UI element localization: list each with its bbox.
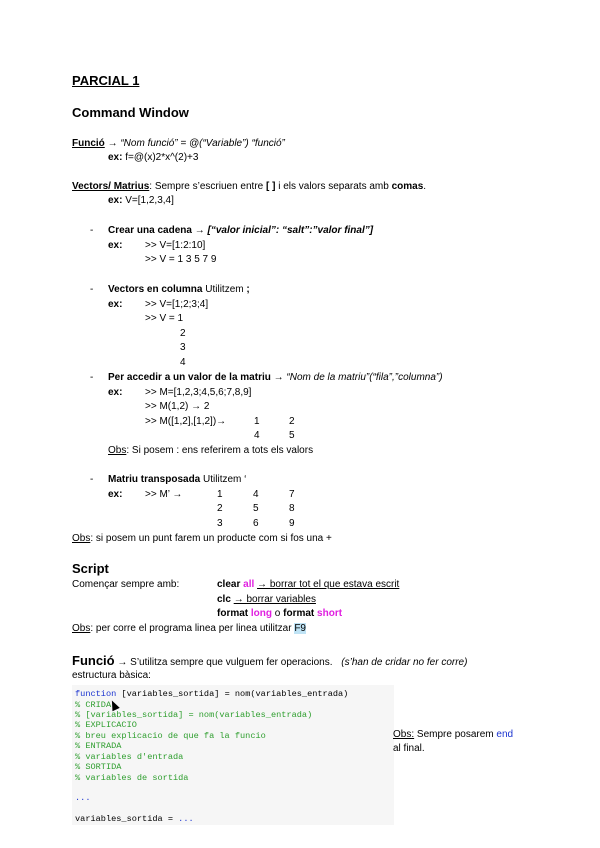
bullet-dash: - <box>90 372 94 383</box>
ex-label: ex: <box>108 240 123 251</box>
funcio-syntax: “Nom funció” = @(“Variable”) “funció” <box>120 138 285 149</box>
code-ellipsis: ... <box>75 793 91 803</box>
accedir-label: Per accedir a un valor de la matriu <box>108 372 271 383</box>
cadena-line2: >> V = 1 3 5 7 9 <box>145 254 217 265</box>
matrix-cell: 7 <box>289 489 295 500</box>
accedir-definition <box>108 372 443 384</box>
obs-text: : per corre el programa linea per linea utilitzar <box>90 623 295 634</box>
clc-command: clc <box>217 594 231 605</box>
format-command: format <box>217 608 249 619</box>
transposada-label: Matriu transposada <box>108 474 201 485</box>
page-title: PARCIAL 1 <box>72 73 140 88</box>
clc-description: → borrar variables <box>233 594 316 605</box>
end-obs-continued: al final. <box>393 743 425 754</box>
obs-label: Obs <box>108 445 127 456</box>
funcio-arrow: → <box>117 657 128 668</box>
funcio-definition <box>72 138 285 150</box>
accedir-line1: >> M=[1,2,3;4,5,6;7,8,9] <box>145 387 252 398</box>
obs-label: Obs <box>72 623 91 634</box>
columna-text: Utilitzem <box>202 284 247 295</box>
code-comment: % CRIDA <box>75 700 112 710</box>
accedir-line3: >> M([1,2],[1,2])→ <box>145 416 227 427</box>
code-line <box>75 814 194 824</box>
columna-symbol: ; <box>246 284 250 295</box>
script-heading: Script <box>72 561 109 576</box>
accedir-obs <box>108 445 313 457</box>
matrix-cell: 4 <box>253 489 259 500</box>
columna-value: 4 <box>180 357 186 368</box>
code-ellipsis: ... <box>178 814 194 824</box>
ex-label: ex: <box>108 195 123 206</box>
matrix-cell: 2 <box>217 503 223 514</box>
format-command: format <box>283 608 315 619</box>
matrix-cell: 4 <box>254 430 260 441</box>
funcio-section-line <box>72 653 467 668</box>
estructura-label: estructura bàsica: <box>72 670 151 681</box>
funcio-note: (s’han de cridar no fer corre) <box>341 657 468 668</box>
vectors-definition <box>72 181 426 193</box>
columna-value: 3 <box>180 342 186 353</box>
ex-label: ex: <box>108 299 123 310</box>
end-obs <box>393 729 513 741</box>
transposada-text: Utilitzem ‘ <box>200 474 247 485</box>
funcio-example <box>108 152 198 164</box>
funcio-heading: Funció <box>72 653 115 668</box>
all-keyword: all <box>243 579 255 590</box>
vectors-label: Vectors/ Matrius <box>72 181 150 192</box>
matrix-cell: 8 <box>289 503 295 514</box>
matrix-cell: 5 <box>253 503 259 514</box>
columna-line2: >> V = 1 <box>145 313 184 324</box>
vectors-text-b: i els valors separats amb <box>275 181 392 192</box>
matrix-cell: 1 <box>217 489 223 500</box>
columna-value: 2 <box>180 328 186 339</box>
ex-label: ex: <box>108 387 123 398</box>
code-text: [variables_sortida] = nom(variables_entrada) <box>116 689 349 699</box>
command-window-heading: Command Window <box>72 105 189 120</box>
bullet-dash: - <box>90 284 94 295</box>
clear-description: → borrar tot el que estava escrit <box>257 579 400 590</box>
code-comment: % EXPLICACIO <box>75 720 137 730</box>
transposada-line1: >> M’ → <box>145 489 183 500</box>
funcio-arrow: → <box>107 138 118 149</box>
funcio-description: S’utilitza sempre que vulguem fer operacions. <box>127 657 333 668</box>
matrix-cell: 3 <box>217 518 223 529</box>
matrix-cell: 6 <box>253 518 259 529</box>
end-keyword: end <box>496 729 514 740</box>
clear-command: clear <box>217 579 241 590</box>
matrix-cell: 1 <box>254 416 260 427</box>
code-comment: % breu explicacio de que fa la funcio <box>75 731 266 741</box>
columna-definition <box>108 284 250 296</box>
accedir-syntax: → “Nom de la matriu”(“fila”,”columna”) <box>270 372 443 383</box>
or-text: o <box>272 608 284 619</box>
short-keyword: short <box>317 608 343 619</box>
funcio-label: Funció <box>72 138 105 149</box>
cadena-definition <box>108 225 373 237</box>
code-comment: % ENTRADA <box>75 741 122 751</box>
long-keyword: long <box>250 608 273 619</box>
script-obs <box>72 623 306 635</box>
obs-label: Obs <box>72 533 91 544</box>
clc-line <box>217 594 316 606</box>
columna-label: Vectors en columna <box>108 284 203 295</box>
code-comment: % variables d'entrada <box>75 752 184 762</box>
product-obs <box>72 533 332 545</box>
vectors-text: : Sempre s’escriuen entre <box>149 181 266 192</box>
vectors-comas: comas <box>391 181 424 192</box>
f9-key: F9 <box>294 623 306 634</box>
matrix-cell: 9 <box>289 518 295 529</box>
matrix-cell: 5 <box>289 430 295 441</box>
cadena-label: Crear una cadena <box>108 225 192 236</box>
vectors-example-value: V=[1,2,3,4] <box>125 195 174 206</box>
ex-label: ex: <box>108 152 123 163</box>
ex-label: ex: <box>108 489 123 500</box>
cadena-syntax: → [“valor inicial”: “salt”:”valor final”] <box>194 225 374 236</box>
obs-text: : si posem un punt farem un producte com si fos una + <box>90 533 332 544</box>
code-line <box>75 689 348 699</box>
code-text: variables_sortida = <box>75 814 179 824</box>
code-comment: % variables de sortida <box>75 773 189 783</box>
code-comment: % [variables_sortida] = nom(variables_entrada) <box>75 710 313 720</box>
vectors-brackets: [ ] <box>265 181 276 192</box>
cadena-line1: >> V=[1:2:10] <box>145 240 206 251</box>
accedir-line2: >> M(1,2) → 2 <box>145 401 210 412</box>
funcio-example-value: f=@(x)2*x^(2)+3 <box>125 152 199 163</box>
vectors-period: . <box>423 181 427 192</box>
clear-line <box>217 579 399 591</box>
matrix-cell: 2 <box>289 416 295 427</box>
bullet-dash: - <box>90 225 94 236</box>
obs-text: Sempre posarem <box>414 729 497 740</box>
function-keyword: function <box>75 689 117 699</box>
format-line <box>217 608 342 620</box>
code-comment: % SORTIDA <box>75 762 122 772</box>
script-intro: Començar sempre amb: <box>72 579 180 590</box>
columna-line1: >> V=[1;2;3;4] <box>145 299 209 310</box>
obs-text: : Si posem : ens referirem a tots els valors <box>126 445 314 456</box>
obs-label: Obs: <box>393 729 415 740</box>
transposada-definition <box>108 474 246 486</box>
bullet-dash: - <box>90 474 94 485</box>
vectors-example <box>108 195 174 207</box>
